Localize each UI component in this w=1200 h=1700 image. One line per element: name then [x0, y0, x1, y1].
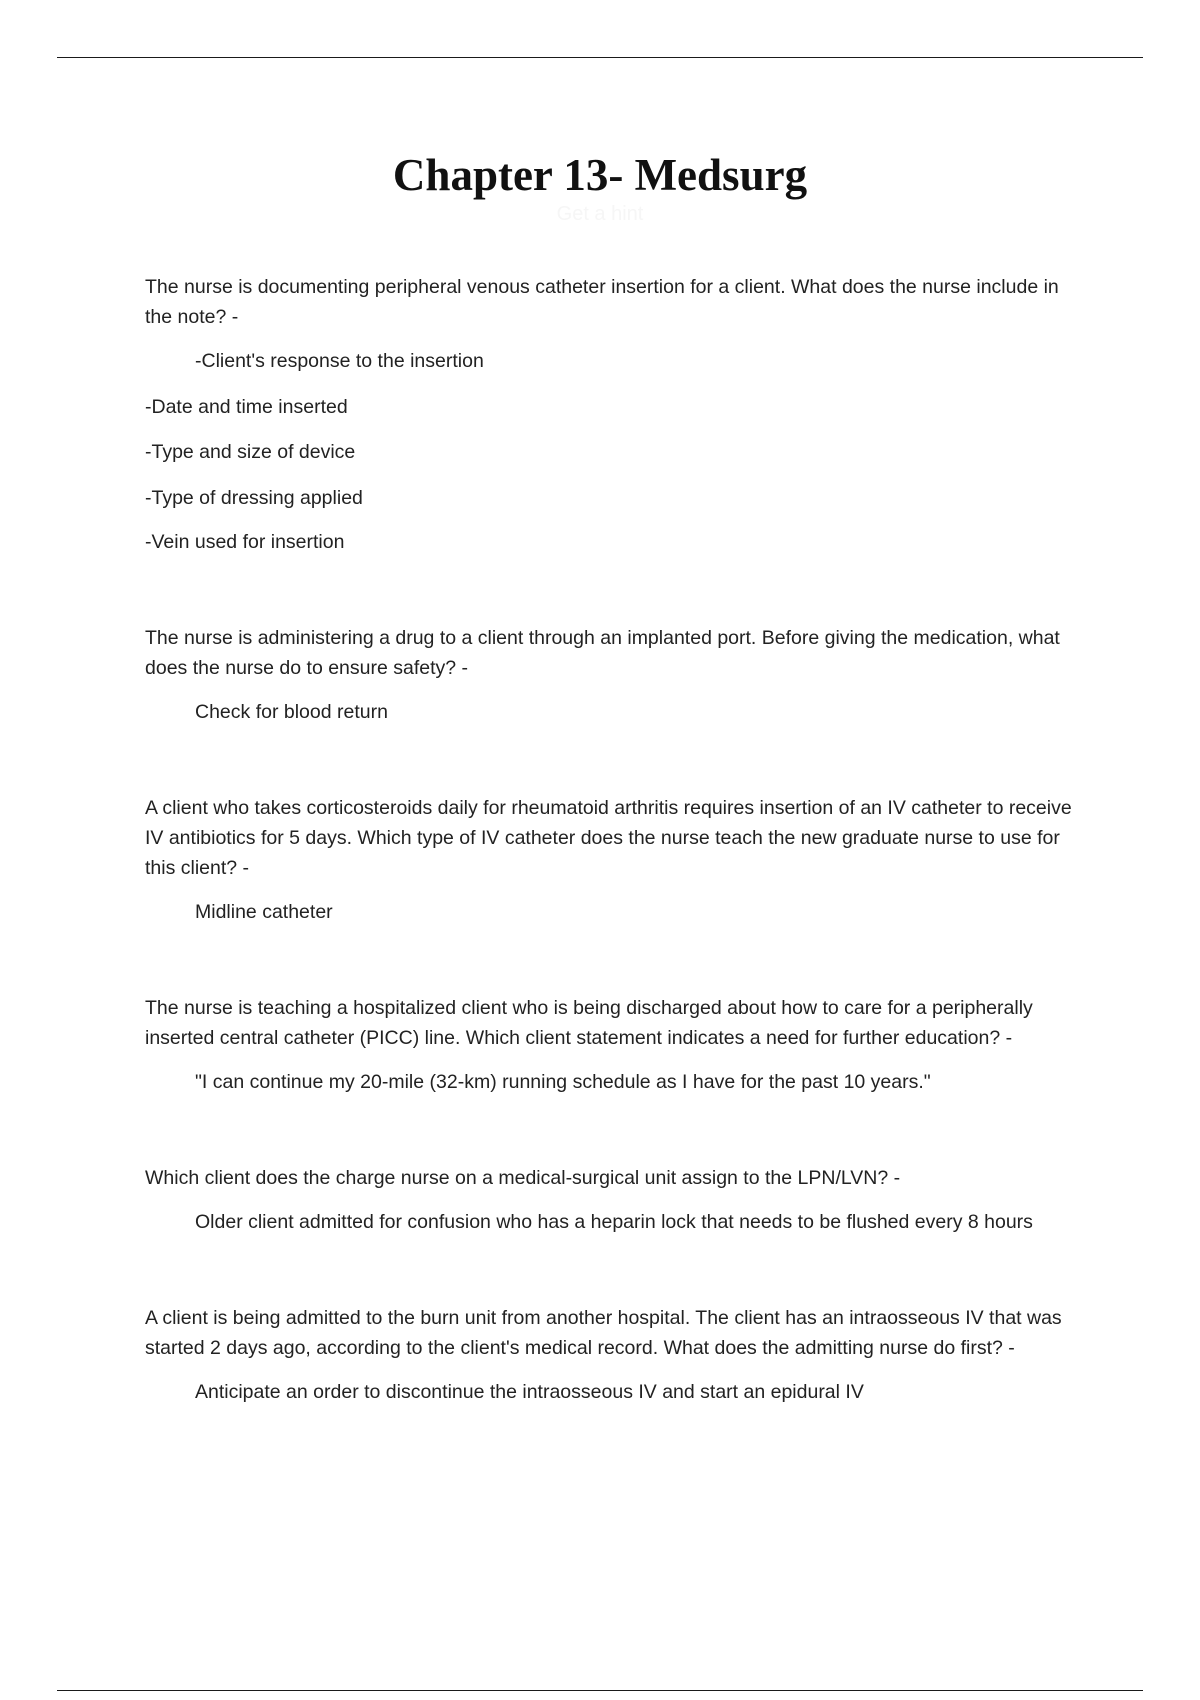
answer-text: Anticipate an order to discontinue the intraosseous IV and start an epidural IV: [195, 1381, 864, 1403]
answer-line: -Vein used for insertion: [145, 531, 345, 553]
top-rule: [57, 57, 1143, 58]
bottom-rule: [57, 1690, 1143, 1691]
qa-item: [145, 793, 1090, 927]
answer-text: Older client admitted for confusion who has a heparin lock that needs to be flushed every 8 hours: [195, 1211, 1033, 1233]
answer-line: -Date and time inserted: [145, 396, 348, 418]
question-text: The nurse is teaching a hospitalized client who is being discharged about how to care for a peripherally inserted central catheter (PICC) line. Which client statement indicates a need for further education? -: [145, 997, 1033, 1049]
answer-text: -Client's response to the insertion: [195, 350, 484, 372]
answer-line: -Type and size of device: [145, 441, 356, 463]
answer-line: -Type of dressing applied: [145, 487, 363, 509]
page-title: Chapter 13- Medsurg: [392, 150, 808, 200]
question-text: A client is being admitted to the burn unit from another hospital. The client has an intraosseous IV that was started 2 days ago, according to the client's medical record. What does the admitting nurse do first? -: [145, 1307, 1062, 1359]
answer-text: Check for blood return: [195, 701, 388, 723]
answer-text: "I can continue my 20-mile (32-km) running schedule as I have for the past 10 years.": [195, 1071, 931, 1093]
question-text: The nurse is administering a drug to a client through an implanted port. Before giving the medication, what does the nurse do to ensure safety? -: [145, 627, 1060, 679]
qa-item: [145, 1303, 1090, 1407]
answer-text: Midline catheter: [195, 901, 333, 923]
question-text: Which client does the charge nurse on a medical-surgical unit assign to the LPN/LVN? -: [145, 1167, 901, 1189]
question-text: A client who takes corticosteroids daily for rheumatoid arthritis requires insertion of an IV catheter to receive IV antibiotics for 5 days. Which type of IV catheter does the nurse teach the new graduate nurse to use for this client? -: [145, 797, 1072, 879]
question-text: The nurse is documenting peripheral venous catheter insertion for a client. What does the nurse include in the note? -: [145, 276, 1059, 328]
hint-link[interactable]: Get a hint: [556, 203, 644, 225]
qa-item: [145, 623, 1090, 727]
qa-item: [145, 993, 1090, 1097]
qa-item: [145, 1163, 1090, 1237]
qa-list: [145, 272, 1090, 1407]
qa-item: [145, 272, 1090, 557]
